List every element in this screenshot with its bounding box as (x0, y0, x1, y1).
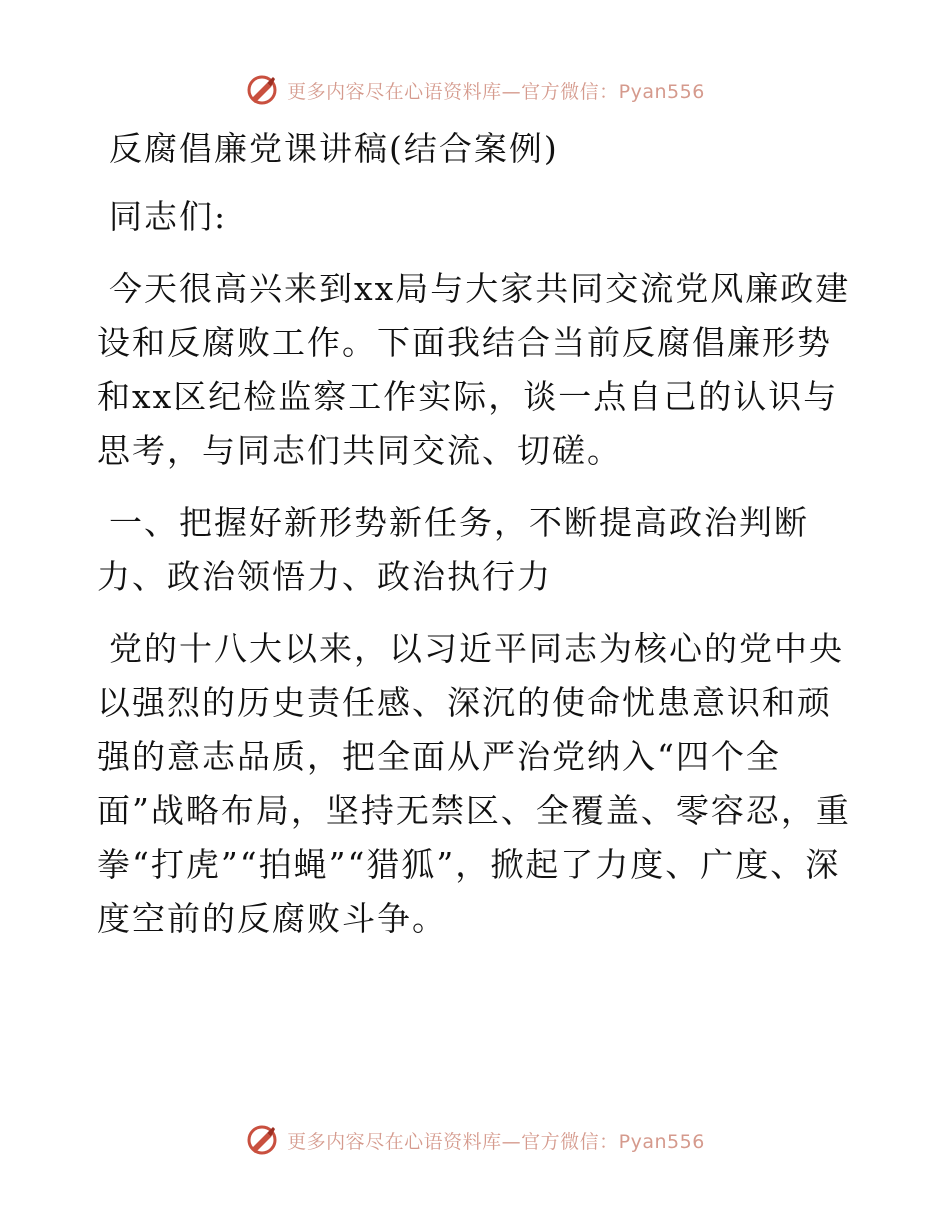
pen-logo-icon (245, 73, 279, 107)
watermark-text: 更多内容尽在心语资料库—官方微信：Pyan556 (287, 80, 705, 103)
header-watermark (0, 70, 950, 110)
document-body (97, 122, 857, 964)
footer-watermark (0, 1120, 950, 1160)
watermark-text: 更多内容尽在心语资料库—官方微信：Pyan556 (287, 1130, 705, 1153)
paragraph-intro: 今天很高兴来到xx局与大家共同交流党风廉政建设和反腐败工作。下面我结合当前反腐倡廉形势和xx区纪检监察工作实际，谈一点自己的认识与思考，与同志们共同交流、切磋。 (97, 269, 851, 470)
paragraph-body: 党的十八大以来，以习近平同志为核心的党中央以强烈的历史责任感、深沉的使命忧患意识和顽强的意志品质，把全面从严治党纳入“四个全面”战略布局，坚持无禁区、全覆盖、零容忍，重拳“打虎”“拍蝇”“猎狐”，掀起了力度、广度、深度空前的反腐败斗争。 (97, 629, 851, 938)
section-heading-1: 一、把握好新形势新任务，不断提高政治判断力、政治领悟力、政治执行力 (97, 503, 809, 596)
pen-logo-icon (245, 1123, 279, 1157)
document-title: 反腐倡廉党课讲稿(结合案例) (109, 129, 559, 168)
salutation: 同志们: (109, 197, 228, 236)
